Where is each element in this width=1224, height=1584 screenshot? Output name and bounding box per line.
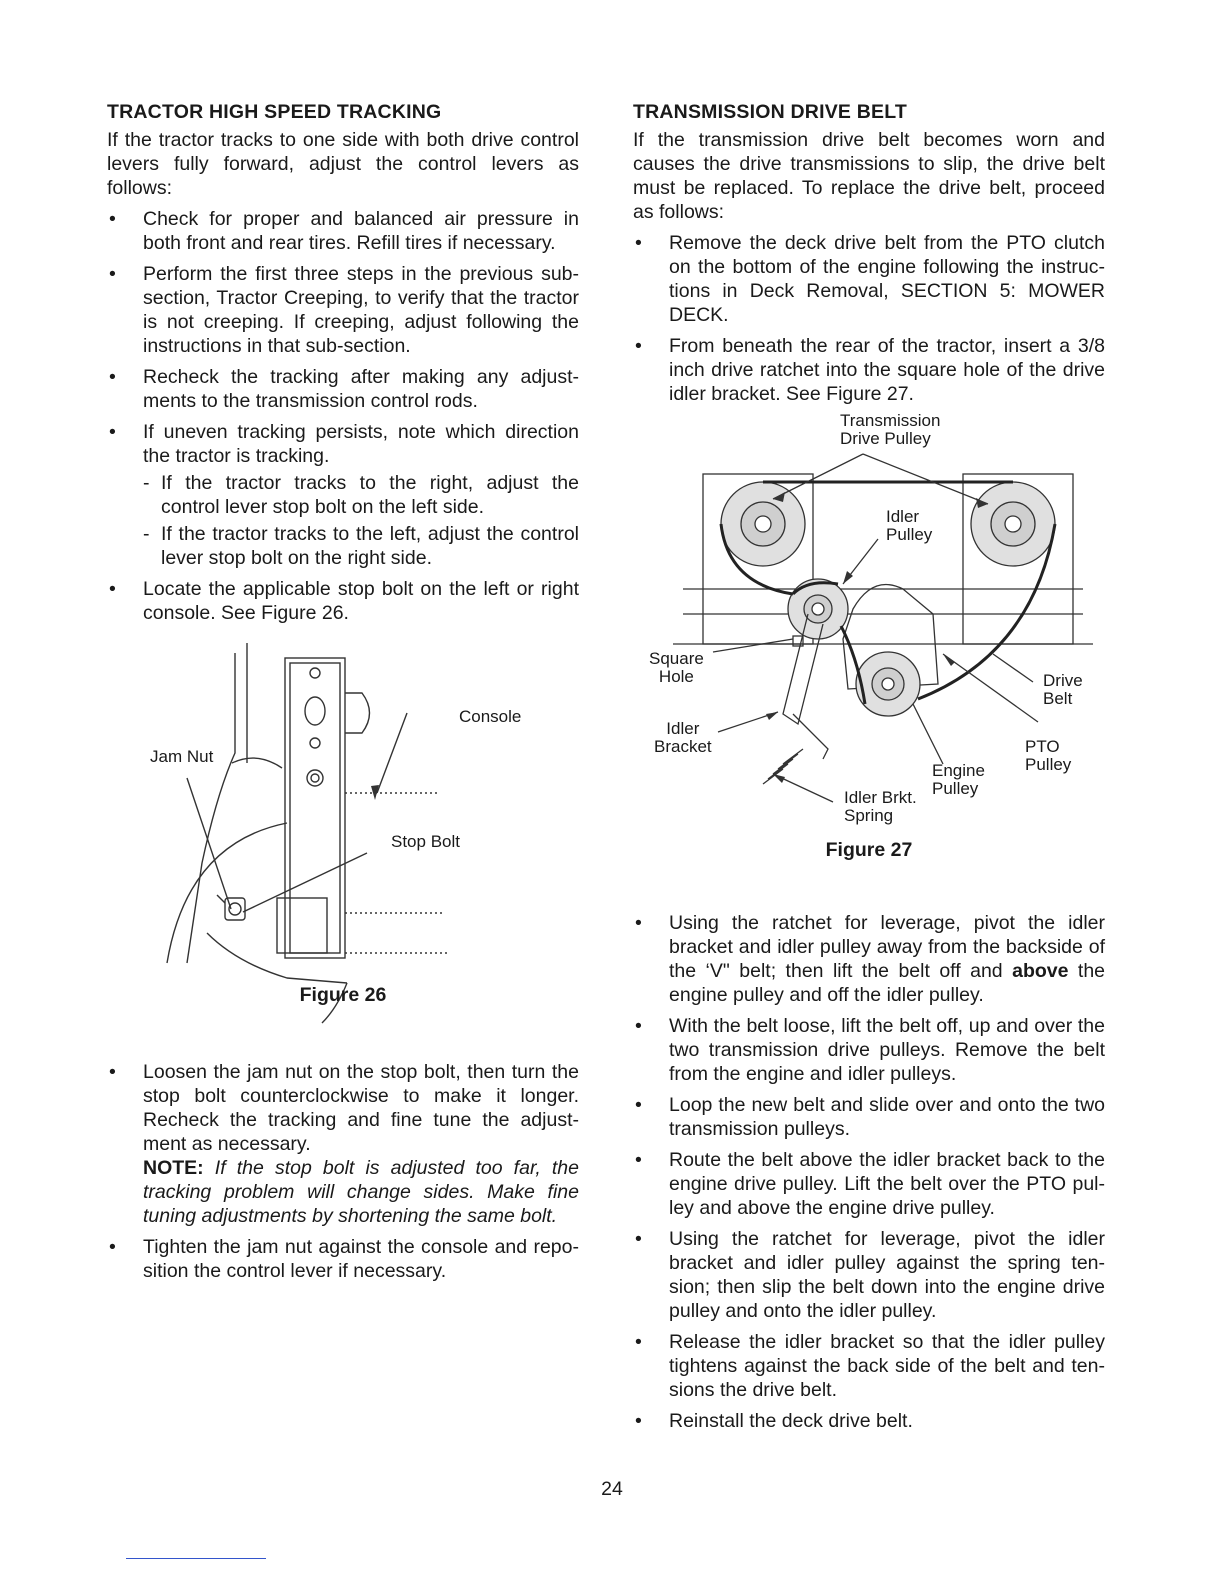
figure-26-caption: Figure 26	[299, 984, 387, 1006]
list-item-text: Loosen the jam nut on the stop bolt, then turn the stop bolt counterclockwise to make it longer. Recheck the tracking and fine tune the adjust-ment as necessary.	[143, 1061, 579, 1155]
label-transmission-drive-pulley	[840, 412, 940, 448]
emphasis-text: above	[1012, 960, 1069, 982]
label-line: PTO	[1025, 737, 1060, 756]
list-item-text: Using the ratchet for leverage, pivot the idler bracket and idler pulley away from the backside of the ‘V" belt; then lift the belt off and	[669, 912, 1105, 982]
label-jam-nut: Jam Nut	[150, 747, 214, 766]
list-item: • Locate the applicable stop bolt on the left or right console. See Figure 26.	[107, 577, 579, 625]
list-item: • With the belt loose, lift the belt off, up and over the two transmission drive pulleys. Remove the belt from the engine and idler pulleys.	[633, 1014, 1105, 1086]
label-line: Idler	[886, 507, 920, 526]
label-idler-bracket	[654, 720, 712, 756]
drive-belt-intro: If the transmission drive belt becomes worn and causes the drive transmissions to slip, the drive belt must be replaced. To replace the drive belt, proceed as follows:	[633, 129, 1105, 223]
tracking-intro: If the tractor tracks to one side with both drive control levers fully forward, adjust the control levers as follows:	[107, 129, 579, 199]
right-column	[633, 100, 1105, 1433]
label-line: Pulley	[886, 525, 933, 544]
label-drive-belt	[1043, 672, 1083, 708]
drive-belt-steps-list-continued	[633, 911, 1105, 1433]
list-item	[107, 420, 579, 570]
label-line: Transmission	[840, 411, 941, 430]
left-column	[107, 100, 579, 1283]
label-console: Console	[459, 707, 522, 726]
list-item: • Using the ratchet for leverage, pivot the idler bracket and idler pulley against the spring ten-sion; then slip the belt down into the engine drive pulley and onto the idler pulley.	[633, 1227, 1105, 1323]
label-engine-pulley	[932, 762, 985, 798]
sub-list-item: - If the tractor tracks to the right, adjust the control lever stop bolt on the left side.	[143, 471, 579, 519]
label-square-hole	[649, 650, 704, 686]
list-item-text: If uneven tracking persists, note which direction the tractor is tracking.	[143, 421, 579, 467]
figure-27-caption: Figure 27	[825, 839, 913, 861]
footer-rule	[126, 1558, 266, 1559]
list-item: • Loop the new belt and slide over and onto the two transmission pulleys.	[633, 1093, 1105, 1141]
label-idler-bracket-spring	[844, 789, 917, 825]
label-line: Drive	[1043, 671, 1083, 690]
label-stop-bolt: Stop Bolt	[391, 832, 460, 851]
note	[143, 1156, 579, 1228]
section-heading-tracking: TRACTOR HIGH SPEED TRACKING	[107, 101, 442, 123]
label-line: Spring	[844, 806, 894, 825]
section-heading-drive-belt: TRANSMISSION DRIVE BELT	[633, 101, 908, 123]
label-line: Belt	[1043, 689, 1073, 708]
note-label: NOTE:	[143, 1157, 204, 1179]
label-pto-pulley	[1025, 738, 1071, 774]
tracking-steps-list	[107, 207, 579, 625]
list-item: • Recheck the tracking after making any adjust-ments to the transmission control rods.	[107, 365, 579, 413]
label-idler-pulley	[886, 508, 932, 544]
figure-26	[107, 633, 579, 1053]
list-item: • From beneath the rear of the tractor, insert a 3/8 inch drive ratchet into the square hole of the drive idler bracket. See Figure 27.	[633, 334, 1105, 406]
sub-list-item: - If the tractor tracks to the left, adjust the control lever stop bolt on the right side.	[143, 522, 579, 570]
list-item: • Reinstall the deck drive belt.	[633, 1409, 1105, 1433]
list-item: • Release the idler bracket so that the idler pulley tightens against the back side of the belt and ten-sions the drive belt.	[633, 1330, 1105, 1402]
list-item	[633, 911, 1105, 1007]
drive-belt-steps-list	[633, 231, 1105, 406]
note-text: If the stop bolt is adjusted too far, the tracking problem will change sides. Make fine tuning adjustments by shortening the same bolt.	[143, 1157, 579, 1227]
label-line: Idler	[666, 719, 700, 738]
list-item: • Route the belt above the idler bracket back to the engine drive pulley. Lift the belt over the PTO pul-ley and above the engine drive pulley.	[633, 1148, 1105, 1220]
list-item: • Tighten the jam nut against the console and repo-sition the control lever if necessary.	[107, 1235, 579, 1283]
list-item	[107, 1060, 579, 1228]
figure-27	[633, 411, 1105, 904]
label-line: Pulley	[932, 779, 979, 798]
list-item: • Check for proper and balanced air pressure in both front and rear tires. Refill tires if necessary.	[107, 207, 579, 255]
list-item: • Remove the deck drive belt from the PTO clutch on the bottom of the engine following the instruc-tions in Deck Removal, SECTION 5: MOWER DECK.	[633, 231, 1105, 327]
label-line: Bracket	[654, 737, 712, 756]
label-line: Pulley	[1025, 755, 1072, 774]
page-number: 24	[601, 1478, 623, 1500]
label-line: Engine	[932, 761, 985, 780]
tracking-steps-list-continued	[107, 1060, 579, 1283]
label-line: Hole	[658, 667, 694, 686]
label-line: Drive Pulley	[840, 429, 931, 448]
label-line: Idler Brkt.	[844, 788, 917, 807]
label-line: Square	[649, 649, 704, 668]
list-item: • Perform the first three steps in the previous sub-section, Tractor Creeping, to verify that the tractor is not creeping. If creeping, adjust following the instructions in that sub-section.	[107, 262, 579, 358]
list-item-text: the engine pulley and off the idler pulley.	[669, 960, 1106, 1006]
